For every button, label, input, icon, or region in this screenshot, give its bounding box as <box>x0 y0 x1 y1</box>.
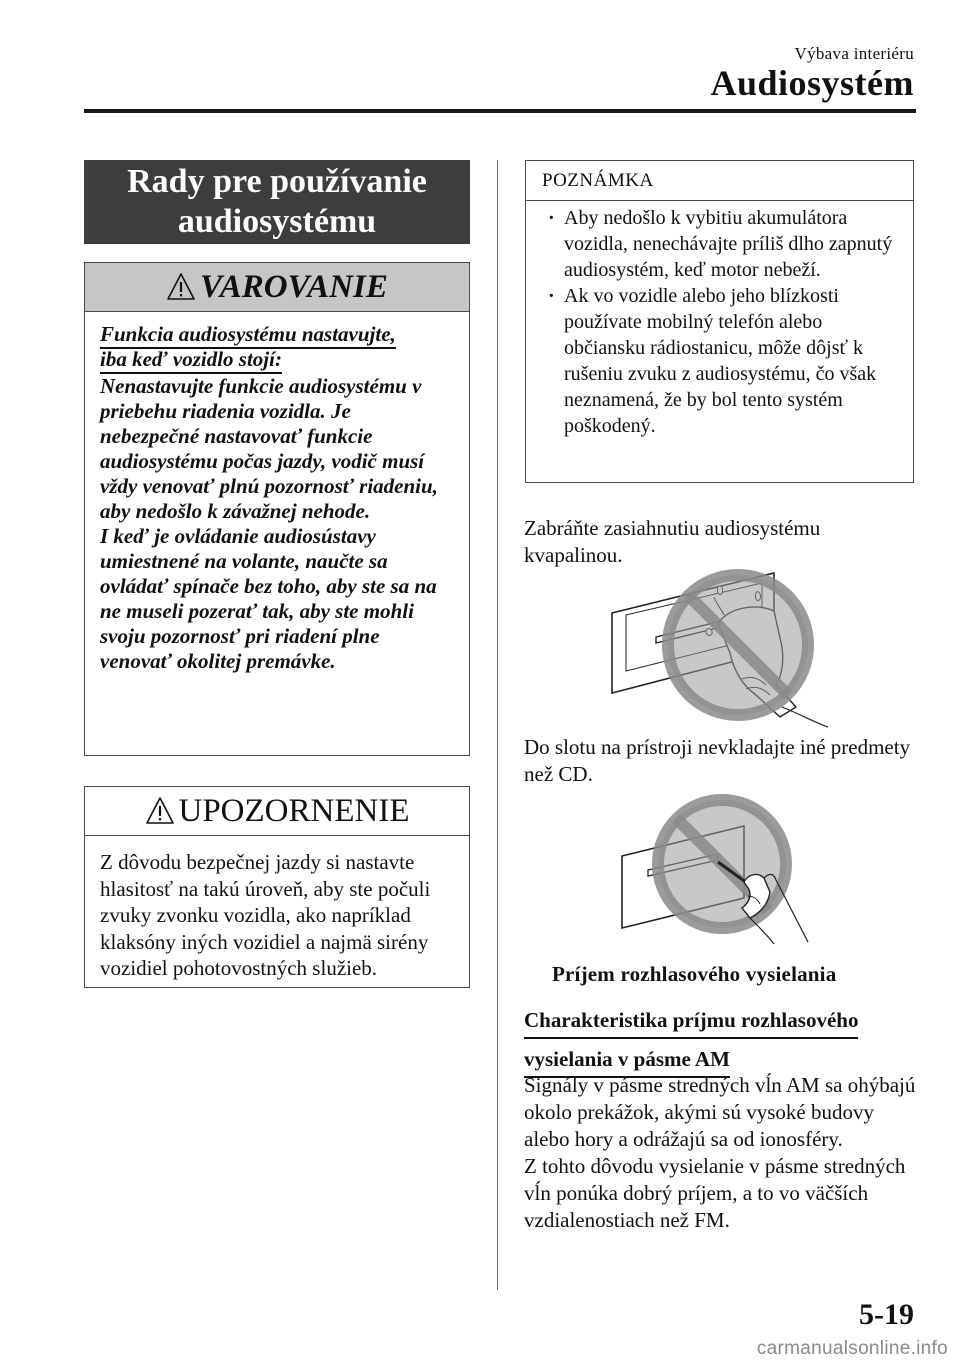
am-paragraph-1: Signály v pásme stredných vĺn AM sa ohýbajú okolo prekážok, akými sú vysoké budovy alebo hory a odrážajú sa od ionosféry. <box>524 1073 916 1151</box>
liquid-warning-text: Zabráňte zasiahnutiu audiosystému kvapalinou. <box>524 516 821 567</box>
caution-box <box>84 786 470 988</box>
am-heading-line1: Charakteristika príjmu rozhlasového <box>524 1006 858 1039</box>
warning-text: Nenastavujte funkcie audiosystému v priebehu riadenia vozidla. Je nebezpečné nastavovať funkcie audiosystému počas jazdy, vodič musí vždy venovať plnú pozornosť riadeniu, aby nedošlo k závažnej nehode. <box>100 374 438 523</box>
section-title-line1: Rady pre používanie <box>127 163 427 200</box>
column-divider <box>497 160 498 1290</box>
header-section-label: Výbava interiéru <box>794 44 914 63</box>
section-title-line2: audiosystému <box>177 203 377 240</box>
warning-text-2: I keď je ovládanie audiosústavy umiestnené na volante, naučte sa ovládať spínače bez toho, aby ste sa na ne museli pozerať tak, aby ste mohli svoju pozornosť pri riadení plne venovať okolitej premávke. <box>100 524 437 673</box>
header-rule <box>84 109 916 113</box>
warning-triangle-icon <box>166 272 196 302</box>
prohibition-sign-icon <box>668 575 808 715</box>
note-list <box>526 201 913 439</box>
warning-box <box>84 262 470 756</box>
warning-title: VAROVANIE <box>200 268 388 305</box>
note-box <box>525 160 914 483</box>
warning-heading-line1: Funkcia audiosystému nastavujte, <box>100 322 396 349</box>
header-title: Audiosystém <box>710 63 914 103</box>
am-heading-line2: vysielania v pásme AM <box>524 1045 730 1078</box>
note-item: · Ak vo vozidle alebo jeho blízkosti používate mobilný telefón alebo občiansku rádiostanicu, môže dôjsť k rušeniu zvuku z audiosystému, čo však neznamená, že by bol tento systém poškodený. <box>540 283 903 439</box>
am-paragraph-2: Z tohto dôvodu vysielanie v pásme stredných vĺn ponúka dobrý príjem, a to vo väčších vzdialenostiach než FM. <box>524 1154 906 1232</box>
warning-triangle-icon <box>145 796 175 826</box>
warning-body <box>85 312 469 674</box>
warning-header <box>85 263 469 312</box>
reception-heading: Príjem rozhlasového vysielania <box>552 962 837 986</box>
no-objects-illustration <box>618 792 818 946</box>
slot-warning-text: Do slotu na prístroji nevkladajte iné predmety než CD. <box>524 735 911 786</box>
section-banner <box>84 160 470 244</box>
watermark: carmanualsonline.info <box>756 1338 948 1359</box>
caution-title: UPOZORNENIE <box>178 792 410 829</box>
note-item: · Aby nedošlo k vybitiu akumulátora vozidla, nenechávajte príliš dlho zapnutý audiosystém, keď motor nebeží. <box>540 205 903 283</box>
caution-header <box>85 787 469 836</box>
am-paragraph <box>524 1072 916 1234</box>
page-number: 5-19 <box>859 1298 914 1331</box>
caution-text: Z dôvodu bezpečnej jazdy si nastavte hlasitosť na takú úroveň, aby ste počuli zvuky zvonku vozidla, ako napríklad klaksóny iných vozidiel a najmä sirény vozidiel pohotovostných služieb. <box>100 850 431 980</box>
note-title: POZNÁMKA <box>526 161 913 201</box>
am-heading <box>524 1006 858 1078</box>
warning-heading-line2: iba keď vozidlo stojí: <box>100 347 282 374</box>
no-liquid-illustration <box>606 567 830 729</box>
